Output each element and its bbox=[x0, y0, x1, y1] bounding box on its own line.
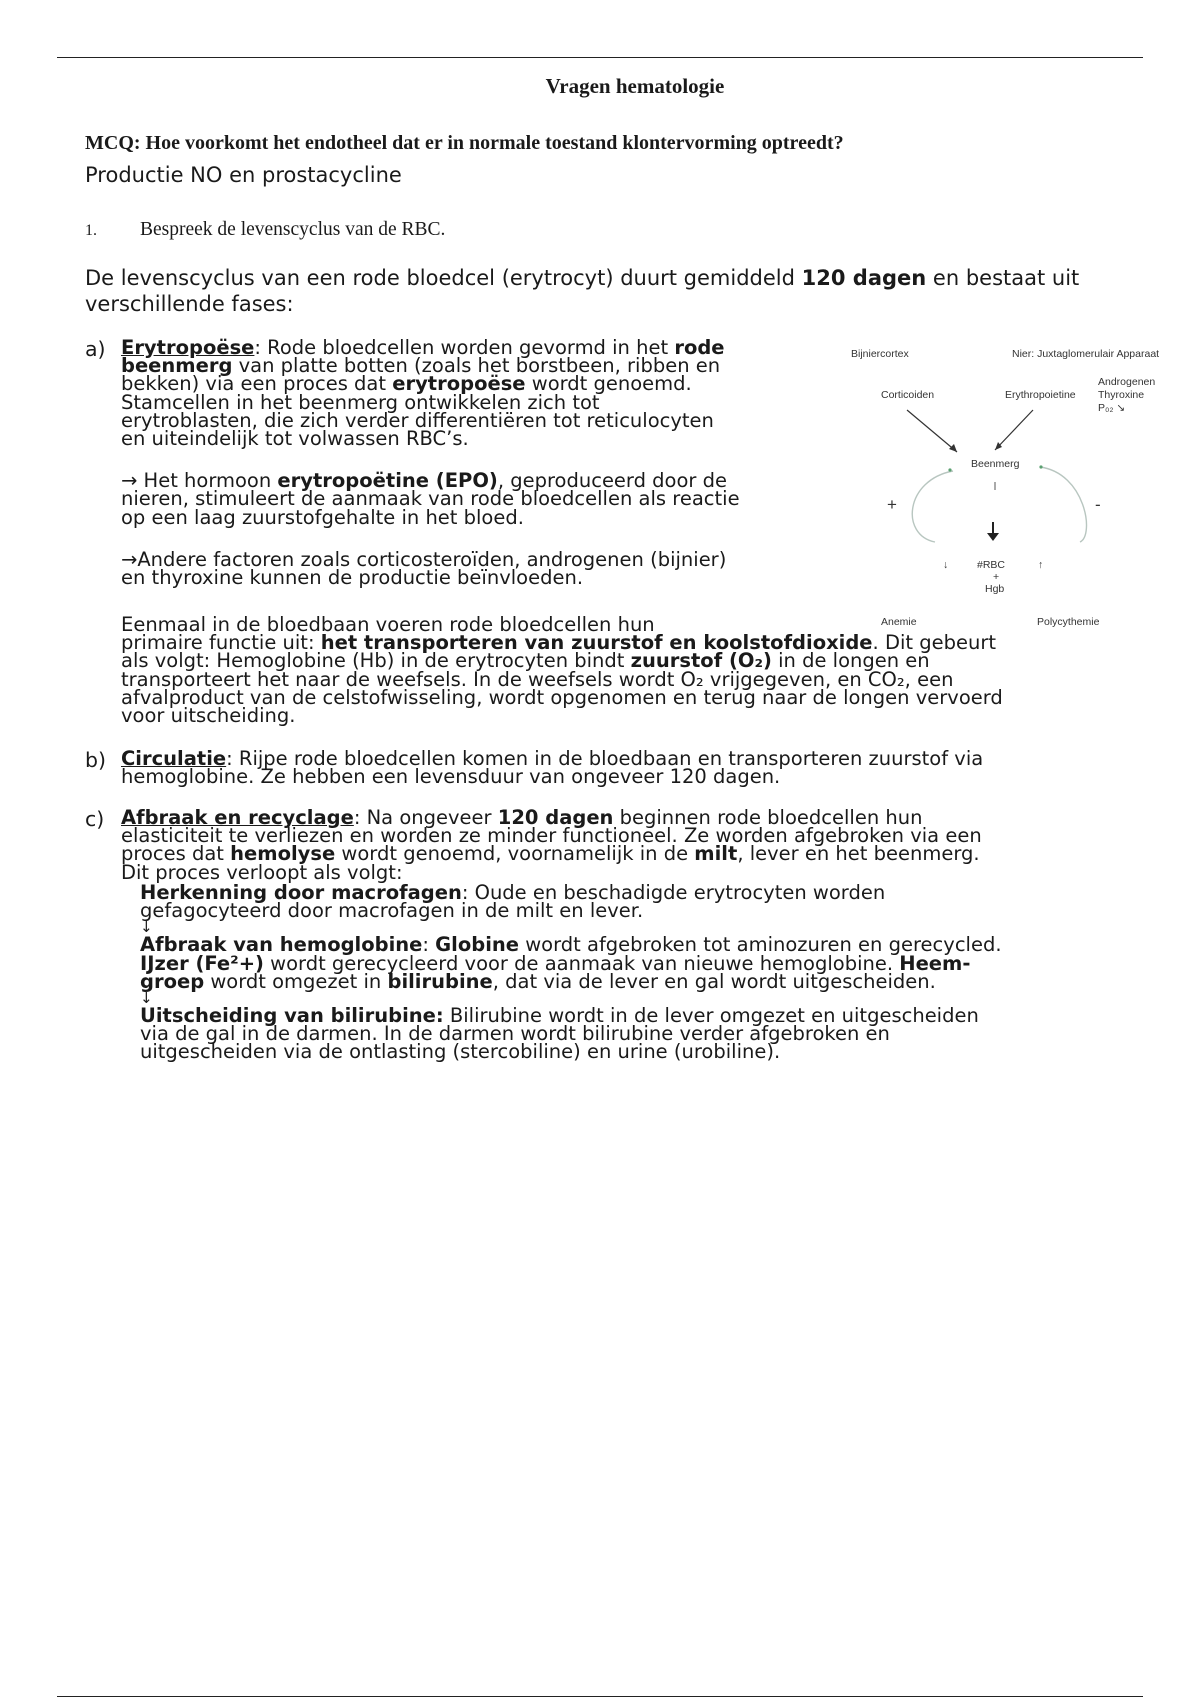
diagram-arrow-up-icon: ↑ bbox=[1038, 559, 1044, 571]
diagram-label-plus: + bbox=[993, 571, 1000, 583]
question-number: 1. bbox=[85, 222, 97, 239]
function-paragraph bbox=[121, 613, 1161, 728]
diagram-label-corticoiden: Corticoiden bbox=[881, 389, 935, 401]
line: Afbraak en recyclage: Na ongeveer 120 dagen beginnen rode bloedcellen hun bbox=[121, 806, 923, 829]
step-list bbox=[140, 881, 1170, 1064]
diagram-label-nier: Nier: Juxtaglomerulair Apparaat bbox=[1012, 348, 1160, 360]
section-afbraak bbox=[121, 806, 1161, 884]
item-label-c: c) bbox=[85, 807, 105, 831]
line: Erytropoëse: Rode bloedcellen worden gevormd in het rode bbox=[121, 336, 725, 359]
mcq-question: MCQ: Hoe voorkomt het endotheel dat er in normale toestand klontervorming optreedt? bbox=[85, 132, 844, 154]
diagram-arrow-down-icon: ↓ bbox=[943, 559, 949, 571]
step-hemoglobin: Afbraak van hemoglobine: Globine wordt afgebroken tot aminozuren en gerecycled. bbox=[140, 933, 1002, 957]
diagram-label-po2: P₀₂ ↘ bbox=[1098, 402, 1126, 414]
line: proces dat hemolyse wordt genoemd, voornamelijk in de milt, lever en het beenmerg. bbox=[121, 842, 980, 866]
line: primaire functie uit: het transporteren van zuurstof en koolstofdioxide. Dit gebeurt bbox=[121, 631, 996, 655]
top-rule bbox=[57, 57, 1143, 58]
erythropoiesis-diagram bbox=[845, 340, 1190, 630]
arrow-down-icon: ↓ bbox=[140, 989, 153, 1008]
line: uitgescheiden via de ontlasting (stercobiline) en urine (urobiline). bbox=[140, 1040, 781, 1064]
line: Eenmaal in de bloedbaan voeren rode bloedcellen hun bbox=[121, 613, 655, 636]
item-label-a: a) bbox=[85, 337, 106, 361]
item-label-b: b) bbox=[85, 748, 107, 772]
line: afvalproduct van de celstofwisseling, wordt opgenomen en terug naar de longen vervoerd bbox=[121, 685, 1003, 709]
line: via de gal in de darmen. In de darmen wordt bilirubine verder afgebroken en bbox=[140, 1022, 890, 1046]
line: → Het hormoon erytropoëtine (EPO), geproduceerd door de bbox=[121, 469, 728, 493]
line: en uiteindelijk tot volwassen RBC’s. bbox=[121, 427, 469, 451]
page-title: Vragen hematologie bbox=[545, 74, 725, 98]
diagram-label-epo: Erythropoietine bbox=[1005, 389, 1076, 401]
diagram-label-hgb: Hgb bbox=[985, 583, 1005, 595]
step-bilirubin: Uitscheiding van bilirubine: Bilirubine wordt in de lever omgezet en uitgescheiden bbox=[140, 1004, 979, 1028]
diagram-label-polycythemie: Polycythemie bbox=[1037, 616, 1100, 628]
line: en thyroxine kunnen de productie beïnvloeden. bbox=[121, 566, 584, 590]
line: nieren, stimuleert de aanmaak van rode bloedcellen als reactie bbox=[121, 487, 740, 511]
line: transporteert het naar de weefsels. In de weefsels wordt O₂ vrijgegeven, en CO₂, een bbox=[121, 667, 954, 691]
line: Stamcellen in het beenmerg ontwikkelen zich tot bbox=[121, 390, 600, 414]
line: erytroblasten, die zich verder differentiëren tot reticulocyten bbox=[121, 408, 714, 432]
line: →Andere factoren zoals corticosteroïden, androgenen (bijnier) bbox=[121, 547, 727, 571]
line: groep wordt omgezet in bilirubine, dat via de lever en gal wordt uitgescheiden. bbox=[140, 969, 936, 993]
diagram-label-thyroxine: Thyroxine bbox=[1098, 389, 1145, 401]
feedback-arc-left bbox=[912, 471, 953, 542]
bottom-rule bbox=[57, 1696, 1143, 1697]
section-erytropoese bbox=[121, 336, 841, 590]
intro-paragraph: De levenscyclus van een rode bloedcel (erytrocyt) duurt gemiddeld 120 dagen en bestaat uit verschillende fases: bbox=[85, 266, 1080, 316]
diagram-label-androgenen: Androgenen bbox=[1098, 376, 1156, 388]
line: Circulatie: Rijpe rode bloedcellen komen in de bloedbaan en transporteren zuurstof via bbox=[121, 747, 984, 770]
mcq-answer: Productie NO en prostacycline bbox=[85, 163, 402, 187]
line: Dit proces verloopt als volgt: bbox=[121, 860, 403, 884]
line: op een laag zuurstofgehalte in het bloed. bbox=[121, 505, 524, 529]
line: elasticiteit te verliezen en worden ze minder functioneel. Ze worden afgebroken via een bbox=[121, 824, 982, 848]
diagram-label-bijniercortex: Bijniercortex bbox=[851, 348, 909, 360]
line: gefagocyteerd door macrofagen in de milt en lever. bbox=[140, 899, 644, 923]
section-circulatie bbox=[121, 747, 1161, 789]
line: voor uitscheiding. bbox=[121, 704, 296, 728]
diagram-plus-sign: + bbox=[887, 495, 897, 514]
line: bekken) via een proces dat erytropoëse wordt genoemd. bbox=[121, 372, 692, 396]
arrow-head bbox=[987, 533, 999, 541]
diagram-minus-sign: - bbox=[1095, 495, 1101, 514]
line: hemoglobine. Ze hebben een levensduur van ongeveer 120 dagen. bbox=[121, 765, 781, 789]
diagram-label-beenmerg: Beenmerg bbox=[971, 458, 1020, 470]
diagram-label-rbc: #RBC bbox=[977, 559, 1006, 571]
diagram-label-anemie: Anemie bbox=[881, 616, 917, 628]
feedback-arc-right bbox=[1040, 467, 1087, 542]
question-text: Bespreek de levenscyclus van de RBC. bbox=[140, 219, 446, 240]
step-recognition: Herkenning door macrofagen: Oude en beschadigde erytrocyten worden bbox=[140, 881, 886, 904]
line: beenmerg van platte botten (zoals het borstbeen, ribben en bbox=[121, 354, 721, 378]
arrow-head bbox=[949, 444, 957, 452]
line: IJzer (Fe²+) wordt gerecycleerd voor de aanmaak van nieuwe hemoglobine. Heem- bbox=[140, 951, 971, 975]
line: als volgt: Hemoglobine (Hb) in de erytrocyten bindt zuurstof (O₂) in de longen en bbox=[121, 649, 930, 673]
arrow-down-icon: ↓ bbox=[140, 918, 153, 937]
